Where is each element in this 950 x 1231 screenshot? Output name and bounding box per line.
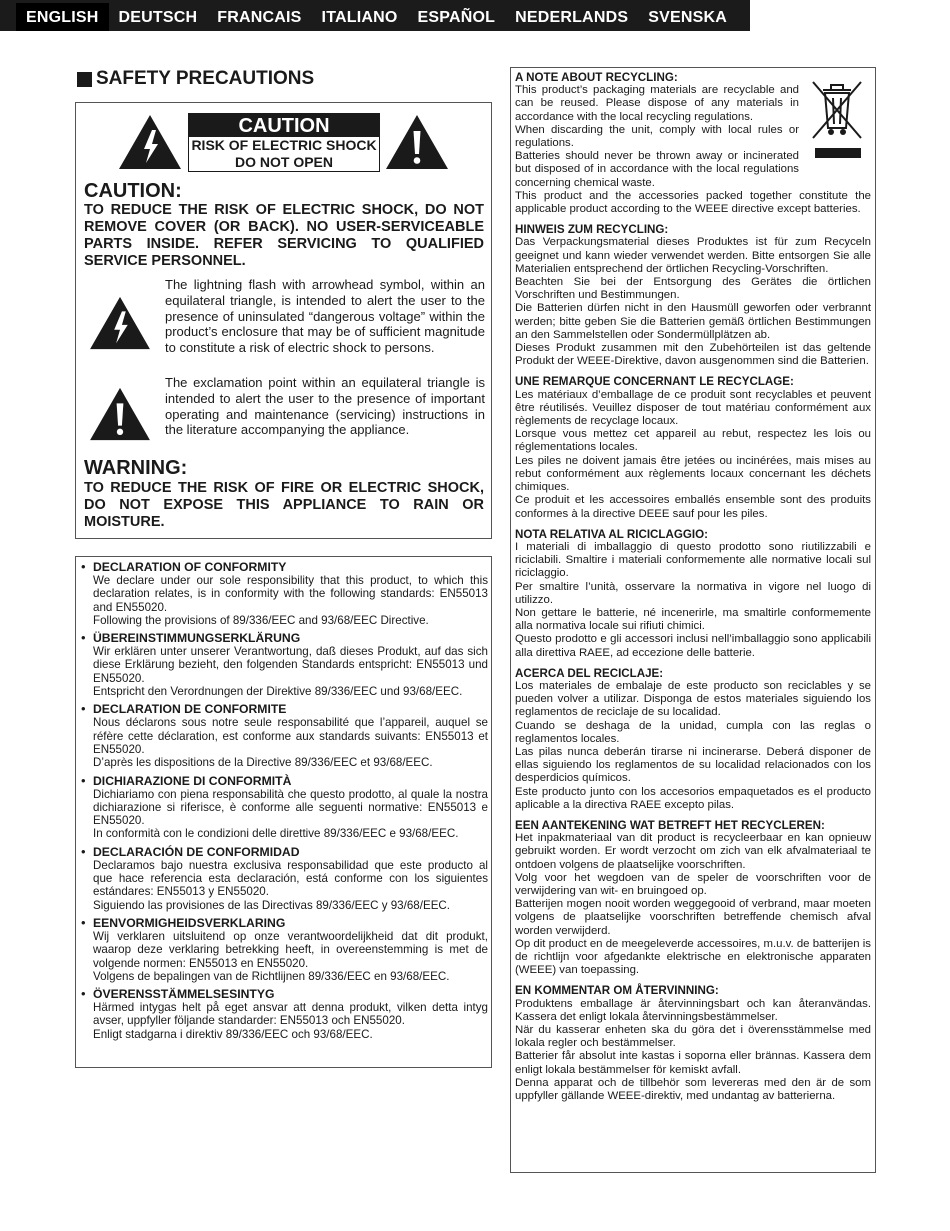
tab-nederlands[interactable]: NEDERLANDS [515, 9, 629, 26]
caution-label-line1: RISK OF ELECTRIC SHOCK [191, 137, 377, 153]
recycling-title: EEN AANTEKENING WAT BETREFT HET RECYCLEREN: [515, 818, 825, 832]
recycling-section-italiano [515, 528, 871, 660]
declaration-note: D’après les dispositions de la Directive 89/336/EEC et 93/68/EEC. [93, 756, 433, 770]
recycling-paragraph: Die Batterien dürfen nicht in den Hausmüll geworfen oder verbrannt werden; bitte geben Sie die Batterien gemäß örtlichen Bestimmungen an den Sammelstellen oder Sondermüllplätzen ab. [515, 302, 871, 341]
declaration-item [81, 774, 488, 841]
declaration-title: • DECLARACIÓN DE CONFORMIDAD [93, 844, 300, 859]
recycling-title: EN KOMMENTAR OM ÅTERVINNING: [515, 984, 719, 998]
lightning-symbol-icon [88, 295, 152, 351]
declaration-title: • DECLARATION OF CONFORMITY [93, 560, 287, 574]
recycling-paragraph: Denna apparat och de tillbehör som levereras med den är de som uppfyller gällande WEEE-direktiv, med undantag av batterierna. [515, 1076, 871, 1103]
warning-heading: WARNING: [84, 457, 188, 479]
recycling-title: UNE REMARQUE CONCERNANT LE RECYCLAGE: [515, 375, 794, 389]
recycling-paragraph: Ce produit et les accessoires emballés ensemble sont des produits conformes à la directive DEEE sauf pour les piles. [515, 494, 871, 520]
declaration-note: Siguiendo las provisiones de las Directivas 89/336/EEC y 93/68/EEC. [93, 898, 451, 912]
weee-crossed-bin-icon [809, 76, 865, 160]
recycling-paragraph: Non gettare le batterie, né incenerirle, ma smaltirle conformemente alla normativa locale sui rifiuti chimici. [515, 606, 871, 633]
lightning-warning-icon [117, 113, 183, 171]
recycling-section-espanol [515, 667, 871, 812]
recycling-paragraph: When discarding the unit, comply with local rules or regulations. [515, 123, 799, 150]
tab-english[interactable]: ENGLISH [16, 3, 109, 31]
caution-label-title: CAUTION [189, 114, 379, 137]
recycling-paragraph: Batterier får absolut inte kastas i soporna eller brännas. Kassera dem enligt lokala bestämmelser för kemiskt avfall. [515, 1050, 871, 1076]
declaration-body: Wij verklaren uitsluitend op onze verantwoordelijkheid dat dit produkt, waarop deze verklaring betrekking heeft, in overeenstemming is met de volgende normen: EN55013 en EN55020. [93, 929, 488, 970]
exclamation-symbol-description: The exclamation point within an equilateral triangle is intended to alert the user to the presence of important operating and maintenance (servicing) instructions in the literature accompanying the appliance. [165, 375, 485, 438]
language-tab-bar [0, 0, 750, 31]
declaration-body: Wir erklären unter unserer Verantwortung, daß dieses Produkt, auf das sich diese Erklärung bezieht, den folgenden Standards entspricht: EN55013 und EN55020. [93, 645, 488, 685]
recycling-paragraph: Les matériaux d’emballage de ce produit sont recyclables et peuvent être réutilisés. Veuillez disposer de tout matériau conformément aux règlements de recyclage locaux. [515, 388, 871, 428]
recycling-title: ACERCA DEL RECICLAJE: [515, 666, 664, 680]
declaration-note: Enligt stadgarna i direktiv 89/336/EEC och 93/68/EEC. [93, 1027, 373, 1041]
recycling-paragraph: Batteries should never be thrown away or incinerated but disposed of in accordance with the local regulations concerning chemical waste. [515, 150, 799, 189]
recycling-paragraph: Produktens emballage är återvinningsbart och kan återanvändas. Kassera det enligt lokala återvinningsbestämmelser. [515, 997, 871, 1023]
declaration-note: Entspricht den Verordnungen der Direktive 89/336/EEC und 93/68/EEC. [93, 685, 463, 699]
recycling-title: A NOTE ABOUT RECYCLING: [515, 71, 678, 84]
recycling-paragraph: När du kasserar enheten ska du göra det i överensstämmelse med lokala regler och bestämmelser. [515, 1024, 871, 1050]
caution-text: TO REDUCE THE RISK OF ELECTRIC SHOCK, DO NOT REMOVE COVER (OR BACK). NO USER-SERVICEABLE PARTS INSIDE. REFER SERVICING TO QUALIFIED SERVICE PERSONNEL. [84, 202, 484, 269]
recycling-section-deutsch [515, 223, 871, 368]
caution-label-line2: DO NOT OPEN [234, 154, 333, 170]
tab-deutsch[interactable]: DEUTSCH [118, 9, 198, 26]
square-bullet-icon [77, 72, 92, 87]
declaration-item [81, 560, 488, 627]
declaration-note: Following the provisions of 89/336/EEC and 93/68/EEC Directive. [93, 613, 429, 627]
caution-box [75, 102, 492, 539]
declaration-body: Dichiariamo con piena responsabilità che questo prodotto, al quale la nostra dichiarazione si riferisce, è conforme alle seguenti normative: EN55013 e EN55020. [93, 787, 488, 828]
recycling-box [510, 67, 876, 1173]
caution-heading: CAUTION: [84, 180, 182, 202]
declaration-item [81, 916, 488, 983]
tab-italiano[interactable]: ITALIANO [321, 9, 398, 26]
recycling-paragraph: I materiali di imballaggio di questo prodotto sono riutilizzabili e riciclabili. Smaltire i materiali conformemente alle normative locali sul riciclaggio. [515, 540, 871, 580]
recycling-paragraph: Los materiales de embalaje de este producto son reciclables y se pueden volver a utilizar. Disponga de estos materiales siguiendo los reglamentos de reciclaje de su localidad. [515, 679, 871, 719]
section-title-text: SAFETY PRECAUTIONS [96, 68, 315, 89]
declaration-title: • EENVORMIGHEIDSVERKLARING [93, 915, 286, 930]
recycling-paragraph: Las pilas nunca deberán tirarse ni incinerarse. Deberá disponer de ellas siguiendo los reglamentos de su localidad relacionados con los desperdicios químicos. [515, 745, 871, 785]
recycling-paragraph: This product and the accessories packed together constitute the applicable product according to the WEEE directive except batteries. [515, 189, 871, 216]
declaration-title: • ÜBEREINSTIMMUNGSERKLÄRUNG [93, 631, 301, 646]
declaration-item [81, 987, 488, 1041]
recycling-paragraph: Les piles ne doivent jamais être jetées ou incinérées, mais mises au rebut conformément aux règlements locaux concernant les déchets chimiques. [515, 454, 871, 494]
recycling-paragraph: Het inpakmateriaal van dit product is recycleerbaar en kan opnieuw gebruikt worden. Er wordt verzocht om zich van elk afvalmateriaal te ontdoen volgens de plaatselijke voorschriften. [515, 832, 871, 871]
declaration-item [81, 702, 488, 769]
recycling-paragraph: Questo prodotto e gli accessori inclusi nell’imballaggio sono applicabili alla direttiva RAEE, ad eccezione delle batterie. [515, 633, 871, 659]
recycling-paragraph: This product’s packaging materials are recyclable and can be reused. Please dispose of any materials in accordance with the local recycling regulations. [515, 84, 799, 123]
declaration-body: We declare under our sole responsibility that this product, to which this declaration relates, is in conformity with the following standards: EN55013 and EN55020. [93, 574, 488, 614]
recycling-paragraph: Este producto junto con los accesorios empaquetados es el producto aplicable a la directiva RAEE excepto pilas. [515, 785, 871, 811]
section-title [77, 68, 314, 90]
declaration-item [81, 845, 488, 912]
declaration-title: • ÖVERENSSTÄMMELSESINTYG [93, 987, 275, 1002]
exclamation-warning-icon [384, 113, 450, 171]
recycling-section-svenska [515, 984, 871, 1103]
recycling-section-nederlands [515, 819, 871, 977]
declaration-box [75, 556, 492, 1068]
tab-espanol[interactable]: ESPAÑOL [417, 9, 496, 26]
recycling-paragraph: Lorsque vous mettez cet appareil au rebut, respectez les lois ou réglementations locales. [515, 428, 871, 454]
lightning-symbol-description: The lightning flash with arrowhead symbol, within an equilateral triangle, is intended to alert the user to the presence of uninsulated “dangerous voltage” within the product’s enclosure that may be of sufficient magnitude to constitute a risk of electric shock to persons. [165, 277, 485, 356]
declaration-body: Härmed intygas helt på eget ansvar att denna produkt, vilken detta intyg avser, uppfyller följande standarder: EN55013 och EN55020. [93, 1001, 488, 1028]
recycling-paragraph: Batterijen mogen nooit worden weggegooid of verbrand, maar moeten volgens de plaatselijke voorschriften betreffende chemisch afval worden verwijderd. [515, 898, 871, 937]
recycling-paragraph: Cuando se deshaga de la unidad, cumpla con las reglas o reglamentos locales. [515, 719, 871, 745]
tab-francais[interactable]: FRANCAIS [217, 9, 302, 26]
declaration-note: Volgens de bepalingen van de Richtlijnen 89/336/EEC en 93/68/EEC. [93, 969, 450, 983]
exclamation-symbol-icon [88, 386, 152, 442]
recycling-paragraph: Per smaltire l’unità, osservare la normativa in vigore nel luogo di utilizzo. [515, 580, 871, 606]
declaration-title: • DECLARATION DE CONFORMITE [93, 702, 287, 717]
declaration-title: • DICHIARAZIONE DI CONFORMITÀ [93, 773, 292, 788]
warning-text: TO REDUCE THE RISK OF FIRE OR ELECTRIC SHOCK, DO NOT EXPOSE THIS APPLIANCE TO RAIN OR MOISTURE. [84, 480, 484, 530]
recycling-title: HINWEIS ZUM RECYCLING: [515, 223, 669, 237]
declaration-body: Nous déclarons sous notre seule responsabilité que l’appareil, auquel se réfère cette déclaration, est conforme aux standards suivants: EN55013 et EN55020. [93, 716, 488, 756]
recycling-paragraph: Beachten Sie bei der Entsorgung des Gerätes die örtlichen Vorschriften und Bestimmungen. [515, 276, 871, 302]
recycling-paragraph: Das Verpackungsmaterial dieses Produktes ist für zum Recyceln geeignet und kann wieder verwendet werden. Bitte entsorgen Sie alle Materialien entsprechend der örtlichen Recycling-Vorschriften. [515, 236, 871, 275]
recycling-paragraph: Dieses Produkt zusammen mit den Zubehörteilen ist das geltende Produkt der WEEE-Direktive, davon ausgenommen sind die Batterien. [515, 342, 871, 368]
declaration-body: Declaramos bajo nuestra exclusiva responsabilidad que este producto al que hace referencia esta declaración, está conforme con los siguientes estándares: EN55013 y EN55020. [93, 858, 488, 899]
recycling-title: NOTA RELATIVA AL RICICLAGGIO: [515, 527, 708, 541]
recycling-paragraph: Op dit product en de meegeleverde accessoires, m.u.v. de batterijen is de richtlijn voor afgedankte elektrische en elektronische apparaten (WEEE) van toepassing. [515, 937, 871, 977]
tab-svenska[interactable]: SVENSKA [648, 9, 727, 26]
declaration-item [81, 631, 488, 698]
recycling-section-francais [515, 375, 871, 520]
declaration-note: In conformità con le condizioni delle direttive 89/336/EEC e 93/68/EEC. [93, 827, 459, 841]
caution-label [188, 113, 380, 172]
recycling-paragraph: Volg voor het wegdoen van de speler de voorschriften voor de verwijdering van wit- en bruingoed op. [515, 871, 871, 897]
